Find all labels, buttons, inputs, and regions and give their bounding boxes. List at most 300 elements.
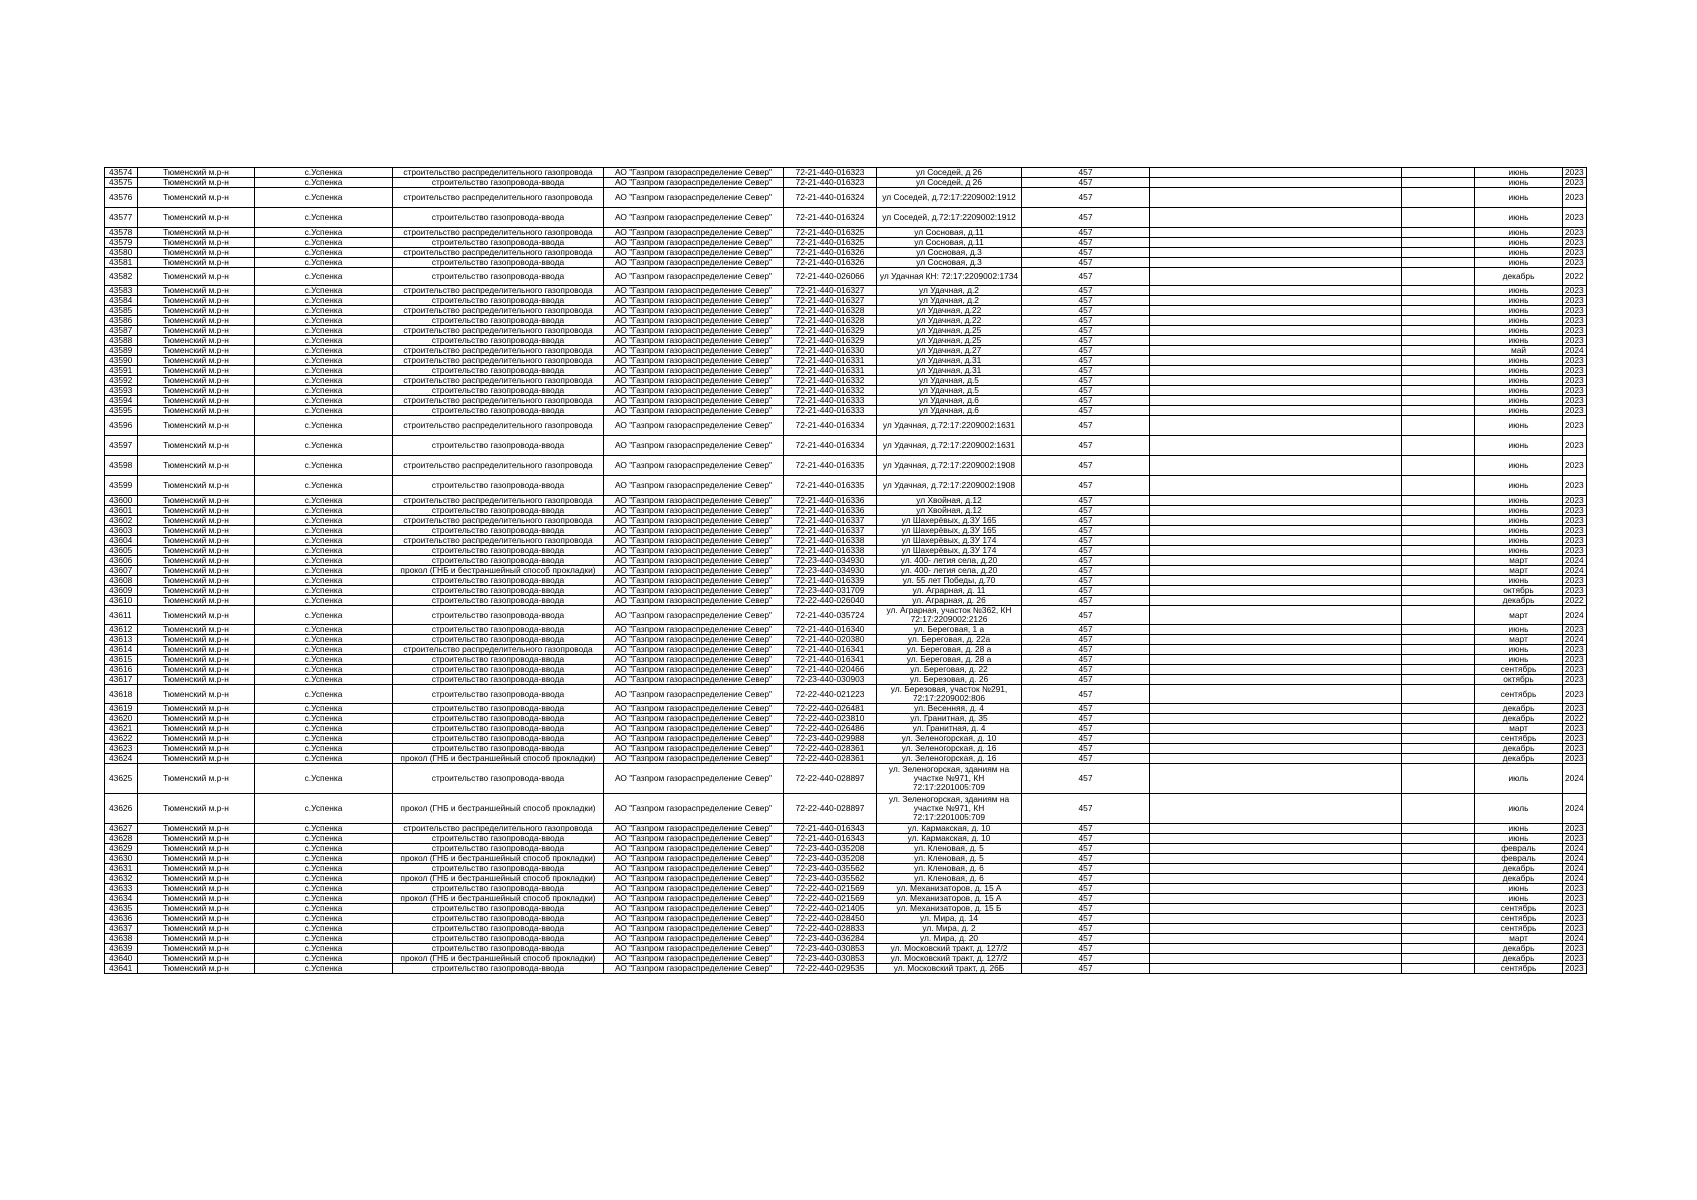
settlement-cell: с.Успенка — [255, 944, 393, 954]
district-cell: Тюменский м.р-н — [138, 764, 255, 794]
organization-cell: АО "Газпром газораспределение Север" — [604, 496, 784, 506]
table-row — [105, 566, 1587, 576]
empty-cell — [1402, 496, 1475, 506]
organization-cell: АО "Газпром газораспределение Север" — [604, 964, 784, 974]
month-cell: июнь — [1475, 336, 1563, 346]
month-cell: июнь — [1475, 536, 1563, 546]
table-row — [105, 864, 1587, 874]
empty-cell — [1402, 168, 1475, 178]
empty-cell — [1402, 764, 1475, 794]
organization-cell: АО "Газпром газораспределение Север" — [604, 476, 784, 496]
year-cell: 2023 — [1563, 238, 1587, 248]
empty-cell — [1150, 436, 1402, 456]
empty-cell — [1150, 844, 1402, 854]
organization-cell: АО "Газпром газораспределение Север" — [604, 536, 784, 546]
address-cell: ул. Гранитная, д. 4 — [877, 724, 1022, 734]
empty-cell — [1402, 954, 1475, 964]
empty-cell — [1402, 734, 1475, 744]
settlement-cell: с.Успенка — [255, 366, 393, 376]
request-code-cell: 72-21-440-026066 — [784, 268, 877, 286]
organization-cell: АО "Газпром газораспределение Север" — [604, 794, 784, 824]
code-457-cell: 457 — [1022, 536, 1150, 546]
address-cell: ул Удачная, д.5 — [877, 386, 1022, 396]
address-cell: ул Соседей, д 26 — [877, 168, 1022, 178]
work-type-cell: строительство распределительного газопровода — [393, 326, 604, 336]
work-type-cell: строительство газопровода-ввода — [393, 904, 604, 914]
district-cell: Тюменский м.р-н — [138, 536, 255, 546]
month-cell: март — [1475, 724, 1563, 734]
work-type-cell: прокол (ГНБ и бестраншейный способ прокладки) — [393, 566, 604, 576]
address-cell: ул. Зеленогорская, зданиям на участке №971, КН 72:17:2201005:709 — [877, 764, 1022, 794]
empty-cell — [1150, 546, 1402, 556]
row-number: 43605 — [105, 546, 138, 556]
code-457-cell: 457 — [1022, 924, 1150, 934]
empty-cell — [1150, 476, 1402, 496]
request-code-cell: 72-21-440-016330 — [784, 346, 877, 356]
year-cell: 2024 — [1563, 794, 1587, 824]
work-type-cell: строительство газопровода-ввода — [393, 704, 604, 714]
code-457-cell: 457 — [1022, 336, 1150, 346]
data-table — [104, 167, 1587, 974]
empty-cell — [1150, 724, 1402, 734]
organization-cell: АО "Газпром газораспределение Север" — [604, 268, 784, 286]
year-cell: 2023 — [1563, 286, 1587, 296]
empty-cell — [1402, 326, 1475, 336]
district-cell: Тюменский м.р-н — [138, 714, 255, 724]
request-code-cell: 72-21-440-016332 — [784, 386, 877, 396]
year-cell: 2024 — [1563, 854, 1587, 864]
organization-cell: АО "Газпром газораспределение Север" — [604, 854, 784, 864]
table-row — [105, 744, 1587, 754]
empty-cell — [1402, 714, 1475, 724]
organization-cell: АО "Газпром газораспределение Север" — [604, 396, 784, 406]
empty-cell — [1402, 258, 1475, 268]
work-type-cell: строительство распределительного газопровода — [393, 496, 604, 506]
work-type-cell: строительство газопровода-ввода — [393, 296, 604, 306]
table-row — [105, 904, 1587, 914]
request-code-cell: 72-22-440-021569 — [784, 894, 877, 904]
organization-cell: АО "Газпром газораспределение Север" — [604, 685, 784, 704]
code-457-cell: 457 — [1022, 964, 1150, 974]
address-cell: ул. Весенняя, д. 4 — [877, 704, 1022, 714]
work-type-cell: строительство газопровода-ввода — [393, 834, 604, 844]
request-code-cell: 72-21-440-035724 — [784, 606, 877, 625]
year-cell: 2023 — [1563, 655, 1587, 665]
month-cell: март — [1475, 934, 1563, 944]
empty-cell — [1402, 635, 1475, 645]
code-457-cell: 457 — [1022, 834, 1150, 844]
year-cell: 2022 — [1563, 596, 1587, 606]
work-type-cell: прокол (ГНБ и бестраншейный способ прокладки) — [393, 954, 604, 964]
year-cell: 2024 — [1563, 874, 1587, 884]
row-number: 43621 — [105, 724, 138, 734]
table-row — [105, 794, 1587, 824]
organization-cell: АО "Газпром газораспределение Север" — [604, 228, 784, 238]
address-cell: ул. Зеленогорская, д. 16 — [877, 754, 1022, 764]
code-457-cell: 457 — [1022, 436, 1150, 456]
address-cell: ул. Мира, д. 2 — [877, 924, 1022, 934]
code-457-cell: 457 — [1022, 178, 1150, 188]
table-row — [105, 964, 1587, 974]
code-457-cell: 457 — [1022, 346, 1150, 356]
settlement-cell: с.Успенка — [255, 586, 393, 596]
address-cell: ул. Береговая, д. 28 а — [877, 655, 1022, 665]
address-cell: ул. Московский тракт, д. 127/2 — [877, 944, 1022, 954]
empty-cell — [1150, 178, 1402, 188]
year-cell: 2023 — [1563, 685, 1587, 704]
month-cell: июнь — [1475, 546, 1563, 556]
table-row — [105, 456, 1587, 476]
year-cell: 2023 — [1563, 904, 1587, 914]
table-row — [105, 944, 1587, 954]
year-cell: 2023 — [1563, 476, 1587, 496]
row-number: 43625 — [105, 764, 138, 794]
year-cell: 2023 — [1563, 336, 1587, 346]
work-type-cell: строительство распределительного газопровода — [393, 536, 604, 546]
month-cell: июнь — [1475, 306, 1563, 316]
empty-cell — [1402, 306, 1475, 316]
empty-cell — [1150, 376, 1402, 386]
row-number: 43589 — [105, 346, 138, 356]
address-cell: ул Удачная, д.2 — [877, 296, 1022, 306]
table-row — [105, 874, 1587, 884]
work-type-cell: строительство газопровода-ввода — [393, 576, 604, 586]
settlement-cell: с.Успенка — [255, 635, 393, 645]
settlement-cell: с.Успенка — [255, 874, 393, 884]
organization-cell: АО "Газпром газораспределение Север" — [604, 516, 784, 526]
settlement-cell: с.Успенка — [255, 406, 393, 416]
code-457-cell: 457 — [1022, 496, 1150, 506]
year-cell: 2023 — [1563, 964, 1587, 974]
month-cell: март — [1475, 635, 1563, 645]
table-row — [105, 506, 1587, 516]
request-code-cell: 72-23-440-030853 — [784, 954, 877, 964]
settlement-cell: с.Успенка — [255, 655, 393, 665]
year-cell: 2023 — [1563, 506, 1587, 516]
address-cell: ул Удачная, д.27 — [877, 346, 1022, 356]
request-code-cell: 72-21-440-016327 — [784, 296, 877, 306]
organization-cell: АО "Газпром газораспределение Север" — [604, 894, 784, 904]
work-type-cell: строительство газопровода-ввода — [393, 934, 604, 944]
table-row — [105, 714, 1587, 724]
empty-cell — [1402, 854, 1475, 864]
row-number: 43600 — [105, 496, 138, 506]
work-type-cell: прокол (ГНБ и бестраншейный способ прокладки) — [393, 754, 604, 764]
district-cell: Тюменский м.р-н — [138, 396, 255, 406]
month-cell: июнь — [1475, 476, 1563, 496]
district-cell: Тюменский м.р-н — [138, 744, 255, 754]
address-cell: ул. Кармакская, д. 10 — [877, 834, 1022, 844]
month-cell: июнь — [1475, 208, 1563, 228]
month-cell: март — [1475, 556, 1563, 566]
organization-cell: АО "Газпром газораспределение Север" — [604, 326, 784, 336]
settlement-cell: с.Успенка — [255, 964, 393, 974]
empty-cell — [1402, 685, 1475, 704]
district-cell: Тюменский м.р-н — [138, 336, 255, 346]
year-cell: 2022 — [1563, 268, 1587, 286]
month-cell: июнь — [1475, 645, 1563, 655]
address-cell: ул Удачная, д.6 — [877, 396, 1022, 406]
month-cell: июнь — [1475, 238, 1563, 248]
row-number: 43613 — [105, 635, 138, 645]
month-cell: июнь — [1475, 834, 1563, 844]
work-type-cell: строительство газопровода-ввода — [393, 675, 604, 685]
request-code-cell: 72-23-440-030853 — [784, 944, 877, 954]
settlement-cell: с.Успенка — [255, 306, 393, 316]
empty-cell — [1150, 964, 1402, 974]
empty-cell — [1150, 625, 1402, 635]
empty-cell — [1402, 238, 1475, 248]
code-457-cell: 457 — [1022, 566, 1150, 576]
empty-cell — [1150, 834, 1402, 844]
settlement-cell: с.Успенка — [255, 824, 393, 834]
year-cell: 2023 — [1563, 188, 1587, 208]
empty-cell — [1402, 754, 1475, 764]
settlement-cell: с.Успенка — [255, 496, 393, 506]
table-row — [105, 416, 1587, 436]
request-code-cell: 72-21-440-016337 — [784, 526, 877, 536]
address-cell: ул. 400- летия села, д.20 — [877, 566, 1022, 576]
row-number: 43639 — [105, 944, 138, 954]
work-type-cell: строительство газопровода-ввода — [393, 635, 604, 645]
row-number: 43640 — [105, 954, 138, 964]
year-cell: 2023 — [1563, 954, 1587, 964]
request-code-cell: 72-21-440-016339 — [784, 576, 877, 586]
settlement-cell: с.Успенка — [255, 884, 393, 894]
district-cell: Тюменский м.р-н — [138, 178, 255, 188]
empty-cell — [1150, 456, 1402, 476]
row-number: 43628 — [105, 834, 138, 844]
district-cell: Тюменский м.р-н — [138, 238, 255, 248]
settlement-cell: с.Успенка — [255, 714, 393, 724]
empty-cell — [1402, 894, 1475, 904]
work-type-cell: строительство газопровода-ввода — [393, 596, 604, 606]
table-row — [105, 586, 1587, 596]
empty-cell — [1402, 386, 1475, 396]
empty-cell — [1150, 586, 1402, 596]
month-cell: июнь — [1475, 406, 1563, 416]
year-cell: 2023 — [1563, 258, 1587, 268]
settlement-cell: с.Успенка — [255, 248, 393, 258]
table-row — [105, 258, 1587, 268]
table-row — [105, 824, 1587, 834]
work-type-cell: строительство распределительного газопровода — [393, 188, 604, 208]
empty-cell — [1150, 864, 1402, 874]
address-cell: ул Удачная КН: 72:17:2209002:1734 — [877, 268, 1022, 286]
address-cell: ул. Береговая, 1 а — [877, 625, 1022, 635]
address-cell: ул. Кленовая, д. 5 — [877, 854, 1022, 864]
row-number: 43604 — [105, 536, 138, 546]
address-cell: ул. Береговая, д. 28 а — [877, 645, 1022, 655]
address-cell: ул Сосновая, д.11 — [877, 228, 1022, 238]
empty-cell — [1150, 754, 1402, 764]
empty-cell — [1150, 924, 1402, 934]
year-cell: 2023 — [1563, 625, 1587, 635]
table-row — [105, 306, 1587, 316]
address-cell: ул Шахерёвых, д.ЗУ 174 — [877, 536, 1022, 546]
request-code-cell: 72-21-440-016329 — [784, 336, 877, 346]
row-number: 43583 — [105, 286, 138, 296]
request-code-cell: 72-21-440-016341 — [784, 655, 877, 665]
year-cell: 2023 — [1563, 208, 1587, 228]
code-457-cell: 457 — [1022, 884, 1150, 894]
settlement-cell: с.Успенка — [255, 188, 393, 208]
empty-cell — [1402, 316, 1475, 326]
row-number: 43595 — [105, 406, 138, 416]
request-code-cell: 72-21-440-016332 — [784, 376, 877, 386]
organization-cell: АО "Газпром газораспределение Север" — [604, 456, 784, 476]
request-code-cell: 72-21-440-016338 — [784, 536, 877, 546]
year-cell: 2023 — [1563, 416, 1587, 436]
request-code-cell: 72-22-440-028361 — [784, 754, 877, 764]
year-cell: 2023 — [1563, 645, 1587, 655]
district-cell: Тюменский м.р-н — [138, 794, 255, 824]
empty-cell — [1150, 258, 1402, 268]
empty-cell — [1150, 208, 1402, 228]
empty-cell — [1150, 704, 1402, 714]
organization-cell: АО "Газпром газораспределение Север" — [604, 566, 784, 576]
table-row — [105, 376, 1587, 386]
code-457-cell: 457 — [1022, 366, 1150, 376]
district-cell: Тюменский м.р-н — [138, 546, 255, 556]
organization-cell: АО "Газпром газораспределение Север" — [604, 178, 784, 188]
district-cell: Тюменский м.р-н — [138, 356, 255, 366]
empty-cell — [1150, 576, 1402, 586]
empty-cell — [1150, 356, 1402, 366]
year-cell: 2023 — [1563, 296, 1587, 306]
empty-cell — [1150, 764, 1402, 794]
code-457-cell: 457 — [1022, 456, 1150, 476]
empty-cell — [1402, 934, 1475, 944]
work-type-cell: прокол (ГНБ и бестраншейный способ прокладки) — [393, 794, 604, 824]
table-row — [105, 844, 1587, 854]
table-row — [105, 336, 1587, 346]
table-row — [105, 406, 1587, 416]
work-type-cell: строительство газопровода-ввода — [393, 258, 604, 268]
request-code-cell: 72-23-440-029988 — [784, 734, 877, 744]
work-type-cell: строительство газопровода-ввода — [393, 476, 604, 496]
organization-cell: АО "Газпром газораспределение Север" — [604, 586, 784, 596]
district-cell: Тюменский м.р-н — [138, 566, 255, 576]
address-cell: ул. Кармакская, д. 10 — [877, 824, 1022, 834]
row-number: 43616 — [105, 665, 138, 675]
row-number: 43637 — [105, 924, 138, 934]
district-cell: Тюменский м.р-н — [138, 944, 255, 954]
year-cell: 2023 — [1563, 724, 1587, 734]
district-cell: Тюменский м.р-н — [138, 526, 255, 536]
empty-cell — [1150, 596, 1402, 606]
row-number: 43577 — [105, 208, 138, 228]
district-cell: Тюменский м.р-н — [138, 168, 255, 178]
code-457-cell: 457 — [1022, 764, 1150, 794]
district-cell: Тюменский м.р-н — [138, 406, 255, 416]
organization-cell: АО "Газпром газораспределение Север" — [604, 864, 784, 874]
empty-cell — [1150, 794, 1402, 824]
district-cell: Тюменский м.р-н — [138, 326, 255, 336]
month-cell: июнь — [1475, 286, 1563, 296]
row-number: 43581 — [105, 258, 138, 268]
month-cell: июнь — [1475, 526, 1563, 536]
table-row — [105, 606, 1587, 625]
organization-cell: АО "Газпром газораспределение Север" — [604, 734, 784, 744]
address-cell: ул Удачная, д.5 — [877, 376, 1022, 386]
empty-cell — [1402, 864, 1475, 874]
row-number: 43576 — [105, 188, 138, 208]
address-cell: ул. Аграрная, д. 11 — [877, 586, 1022, 596]
organization-cell: АО "Газпром газораспределение Север" — [604, 754, 784, 764]
year-cell: 2023 — [1563, 824, 1587, 834]
district-cell: Тюменский м.р-н — [138, 864, 255, 874]
work-type-cell: строительство распределительного газопровода — [393, 248, 604, 258]
code-457-cell: 457 — [1022, 596, 1150, 606]
request-code-cell: 72-21-440-016324 — [784, 188, 877, 208]
code-457-cell: 457 — [1022, 625, 1150, 635]
address-cell: ул Удачная, д.72:17:2209002:1908 — [877, 456, 1022, 476]
table-row — [105, 675, 1587, 685]
year-cell: 2023 — [1563, 386, 1587, 396]
table-row — [105, 546, 1587, 556]
work-type-cell: строительство газопровода-ввода — [393, 268, 604, 286]
row-number: 43615 — [105, 655, 138, 665]
address-cell: ул Удачная, д.72:17:2209002:1908 — [877, 476, 1022, 496]
settlement-cell: с.Успенка — [255, 228, 393, 238]
work-type-cell: строительство распределительного газопровода — [393, 396, 604, 406]
empty-cell — [1150, 228, 1402, 238]
organization-cell: АО "Газпром газораспределение Север" — [604, 506, 784, 516]
empty-cell — [1402, 844, 1475, 854]
code-457-cell: 457 — [1022, 734, 1150, 744]
address-cell: ул Хвойная, д.12 — [877, 496, 1022, 506]
request-code-cell: 72-23-440-030903 — [784, 675, 877, 685]
settlement-cell: с.Успенка — [255, 844, 393, 854]
month-cell: сентябрь — [1475, 924, 1563, 934]
year-cell: 2023 — [1563, 178, 1587, 188]
year-cell: 2022 — [1563, 714, 1587, 724]
organization-cell: АО "Газпром газораспределение Север" — [604, 934, 784, 944]
organization-cell: АО "Газпром газораспределение Север" — [604, 744, 784, 754]
settlement-cell: с.Успенка — [255, 685, 393, 704]
settlement-cell: с.Успенка — [255, 296, 393, 306]
table-row — [105, 724, 1587, 734]
empty-cell — [1150, 306, 1402, 316]
request-code-cell: 72-21-440-016329 — [784, 326, 877, 336]
empty-cell — [1402, 526, 1475, 536]
year-cell: 2023 — [1563, 376, 1587, 386]
request-code-cell: 72-21-440-016337 — [784, 516, 877, 526]
work-type-cell: строительство распределительного газопровода — [393, 168, 604, 178]
settlement-cell: с.Успенка — [255, 734, 393, 744]
month-cell: декабрь — [1475, 874, 1563, 884]
request-code-cell: 72-21-440-016338 — [784, 546, 877, 556]
table-row — [105, 476, 1587, 496]
month-cell: июнь — [1475, 416, 1563, 436]
empty-cell — [1150, 714, 1402, 724]
code-457-cell: 457 — [1022, 704, 1150, 714]
address-cell: ул Шахерёвых, д.ЗУ 165 — [877, 526, 1022, 536]
code-457-cell: 457 — [1022, 168, 1150, 178]
settlement-cell: с.Успенка — [255, 625, 393, 635]
request-code-cell: 72-23-440-036284 — [784, 934, 877, 944]
code-457-cell: 457 — [1022, 635, 1150, 645]
code-457-cell: 457 — [1022, 296, 1150, 306]
district-cell: Тюменский м.р-н — [138, 854, 255, 864]
empty-cell — [1150, 894, 1402, 904]
empty-cell — [1402, 914, 1475, 924]
settlement-cell: с.Успенка — [255, 168, 393, 178]
year-cell: 2024 — [1563, 566, 1587, 576]
empty-cell — [1402, 964, 1475, 974]
empty-cell — [1150, 904, 1402, 914]
